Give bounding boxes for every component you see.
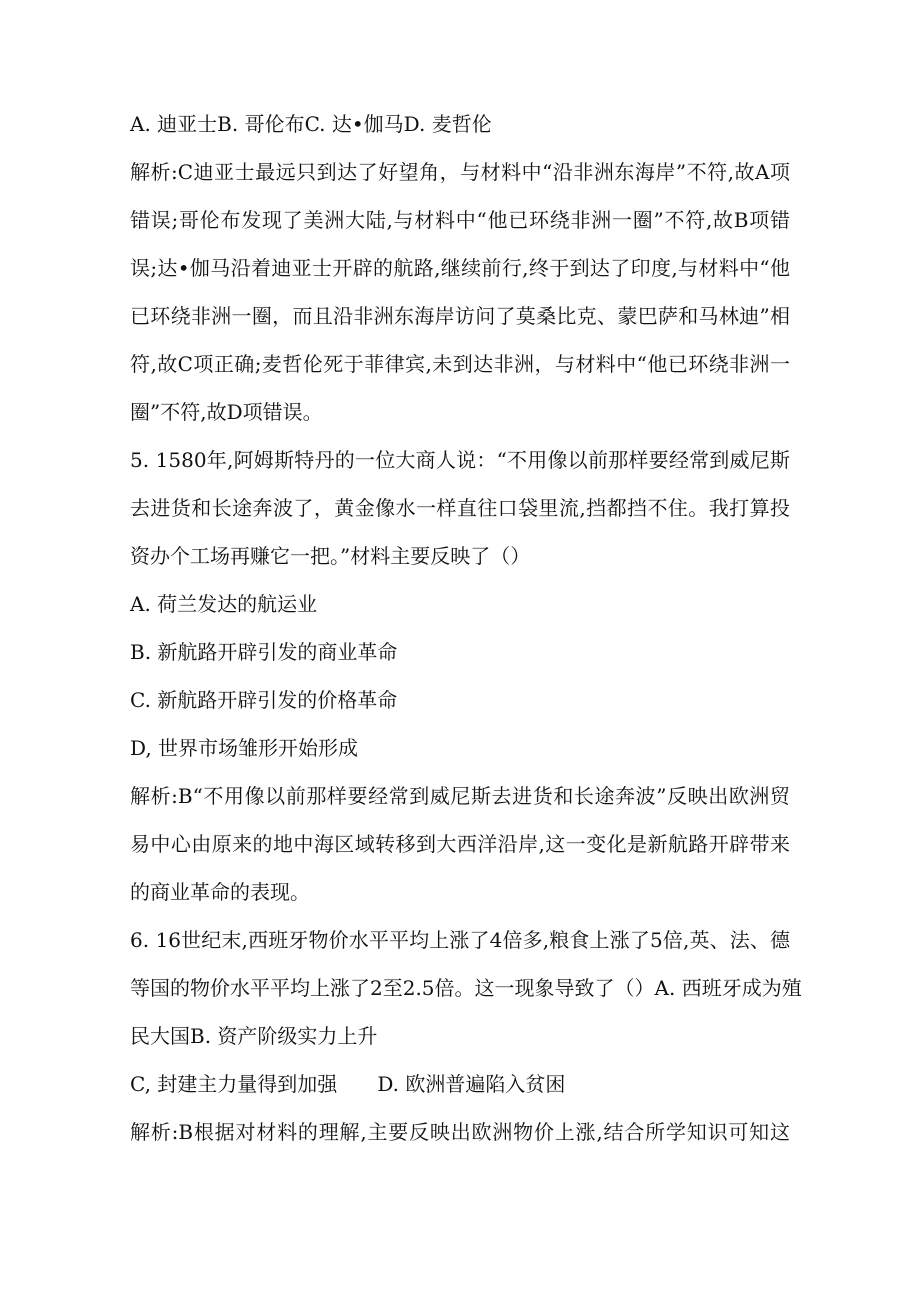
q6-analysis-line: 解析:B根据对材料的理解,主要反映出欧洲物价上涨,结合所学知识可知这: [130, 1120, 790, 1144]
q4-analysis-line: 已环绕非洲一圈，而且沿非洲东海岸访问了莫桑比克、蒙巴萨和马林迪”相: [130, 304, 790, 328]
q4-analysis: [130, 160, 790, 424]
q5-option-d: D, 世界市场雏形开始形成: [130, 736, 359, 760]
q5-analysis-line: 解析:B“不用像以前那样要经常到威尼斯去进货和长途奔波”反映出欧洲贸: [130, 784, 790, 808]
q5-option-c: C. 新航路开辟引发的价格革命: [130, 688, 398, 712]
q6-stem-line: 等国的物价水平平均上涨了2至2.5倍。这一现象导致了（）A. 西班牙成为殖: [130, 976, 802, 1000]
q5-option-a: A. 荷兰发达的航运业: [130, 592, 318, 616]
q6-stem: [130, 928, 802, 1048]
q6-stem-line: 6. 16世纪末,西班牙物价水平平均上涨了4倍多,粮食上涨了5倍,英、法、德: [130, 928, 790, 952]
q6-option-d: D. 欧洲普遍陷入贫困: [377, 1072, 566, 1096]
q5-stem-line: 去进货和长途奔波了，黄金像水一样直往口袋里流,挡都挡不住。我打算投: [130, 496, 790, 520]
q6-stem-line: 民大国B. 资产阶级实力上升: [130, 1024, 378, 1048]
q5-analysis-line: 易中心由原来的地中海区域转移到大西洋沿岸,这一变化是新航路开辟带来: [130, 832, 790, 856]
q5-stem-line: 资办个工场再赚它一把。”材料主要反映了（）: [130, 544, 531, 568]
q4-analysis-line: 圈”不符,故D项错误。: [130, 400, 323, 424]
q6-options-row: [130, 1072, 790, 1096]
q4-analysis-line: 符,故C项正确;麦哲伦死于菲律宾,未到达非洲，与材料中“他已环绕非洲一: [130, 352, 790, 376]
q4-analysis-line: 错误;哥伦布发现了美洲大陆,与材料中“他已环绕非洲一圈”不符,故B项错: [130, 208, 790, 232]
q5-analysis-line: 的商业革命的表现。: [130, 880, 310, 904]
q4-analysis-line: 误;达•伽马沿着迪亚士开辟的航路,继续前行,终于到达了印度,与材料中“他: [130, 256, 790, 280]
document-page: [130, 112, 802, 1144]
q5-stem-line: 5. 1580年,阿姆斯特丹的一位大商人说：“不用像以前那样要经常到威尼斯: [130, 448, 790, 472]
q5-stem: [130, 448, 790, 568]
q4-analysis-line: 解析:C迪亚士最远只到达了好望角，与材料中“沿非洲东海岸”不符,故A项: [130, 160, 790, 184]
q5-analysis: [130, 784, 790, 904]
q4-options-line: A. 迪亚士B. 哥伦布C. 达•伽马D. 麦哲伦: [130, 112, 492, 136]
q6-option-c: C, 封建主力量得到加强: [130, 1072, 338, 1096]
q6-analysis: [130, 1120, 790, 1144]
q5-option-b: B. 新航路开辟引发的商业革命: [130, 640, 398, 664]
q5-options: [130, 592, 790, 760]
